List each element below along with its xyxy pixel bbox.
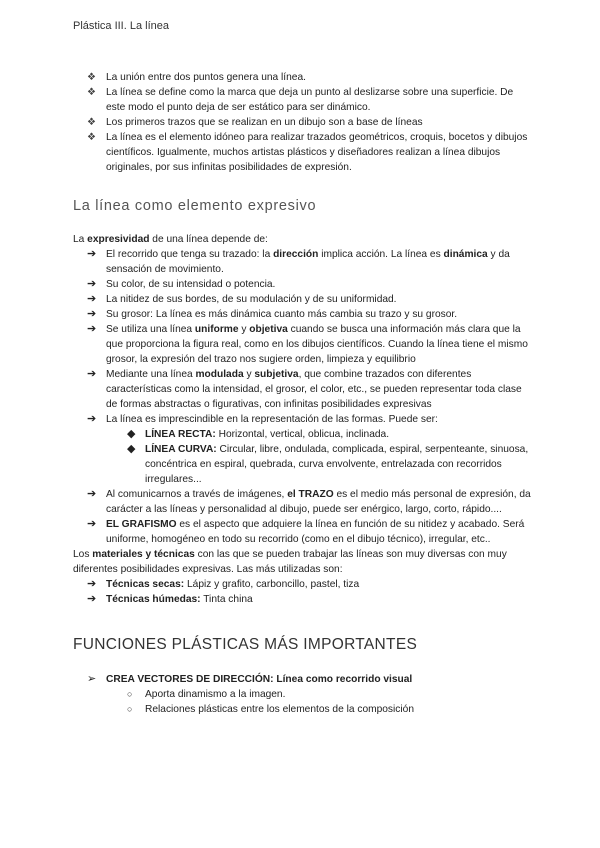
page-header-title: Plástica III. La línea — [73, 20, 169, 32]
expresividad-item: ➔ Al comunicarnos a través de imágenes, el TRAZO es el medio más personal de expresión, da carácter a las líneas y personalidad al dibujo, puede ser enérgico, largo, corto, rápido.... — [87, 488, 531, 515]
arrow-bullet-icon: ➔ — [87, 518, 97, 530]
black-diamond-bullet-icon: ◆ — [127, 443, 136, 455]
technique-item: ➔ Técnicas húmedas: Tinta china — [87, 593, 253, 605]
expresividad-item: ➔ La línea es imprescindible en la representación de las formas. Puede ser: — [87, 413, 438, 425]
arrow-bullet-icon: ➔ — [87, 578, 97, 590]
intro-bullet: ❖ La unión entre dos puntos genera una línea. — [87, 72, 306, 83]
expresividad-item: ➔ EL GRAFISMO es el aspecto que adquiere la línea en función de su nitidez y acabado. Será uniforme, homogéneo en todo su recorrido (como en el dibujo técnico), irregular, etc.. — [87, 518, 525, 545]
expresividad-lead: La expresividad de una línea depende de: — [73, 234, 268, 245]
line-type-item: ◆ LÍNEA RECTA: Horizontal, vertical, oblicua, inclinada. — [127, 428, 390, 440]
technique-item: ➔ Técnicas secas: Lápiz y grafito, carboncillo, pastel, tiza — [87, 578, 360, 590]
section-heading-funciones: FUNCIONES PLÁSTICAS MÁS IMPORTANTES — [73, 636, 418, 653]
funciones-subitem: ○ Aporta dinamismo a la imagen. — [127, 689, 286, 700]
expresividad-item: ➔ El recorrido que tenga su trazado: la dirección implica acción. La línea es dinámica y da sensación de movimiento. — [87, 248, 510, 275]
expresividad-item: ➔ Mediante una línea modulada y subjetiva, que combine trazados con diferentes características como la intensidad, el grosor, el color, etc., se pueden representar toda clase de formas abstractas o figurativas, con infinitas posibilidades expresivas — [87, 368, 522, 410]
black-diamond-bullet-icon: ◆ — [127, 428, 136, 440]
diamond-bullet-icon: ❖ — [87, 132, 96, 143]
diamond-bullet-icon: ❖ — [87, 117, 96, 128]
arrow-bullet-icon: ➔ — [87, 308, 97, 320]
circle-bullet-icon: ○ — [127, 704, 133, 714]
intro-bullet: ❖ La línea se define como la marca que deja un punto al deslizarse sobre una superficie. De este modo el punto deja de ser estático para ser dinámico. — [87, 87, 514, 113]
section-heading-expresivo: La línea como elemento expresivo — [73, 198, 317, 214]
diamond-bullet-icon: ❖ — [87, 72, 96, 83]
expresividad-item: ➔ Se utiliza una línea uniforme y objetiva cuando se busca una información más clara que la que proporciona la figura real, como en los dibujos científicos. Cuando la línea tiene el mismo grosor, la expresión del trazo nos sugiere orden, limpieza y equilibrio — [87, 323, 528, 365]
arrow-bullet-icon: ➔ — [87, 323, 97, 335]
expresividad-item: ➔ Su color, de su intensidad o potencia. — [87, 278, 276, 290]
arrow-bullet-icon: ➔ — [87, 488, 97, 500]
arrow-bullet-icon: ➔ — [87, 278, 97, 290]
intro-bullet: ❖ La línea es el elemento idóneo para realizar trazados geométricos, croquis, bocetos y dibujos científicos. Igualmente, muchos artistas plásticos y diseñadores realizan a línea dibujos originales, por sus infinitas posibilidades de expresión. — [87, 132, 528, 173]
expresividad-item: ➔ Su grosor: La línea es más dinámica cuanto más cambia su trazo y su grosor. — [87, 308, 458, 320]
arrow-bullet-icon: ➔ — [87, 593, 97, 605]
funciones-item: ➢ CREA VECTORES DE DIRECCIÓN: Línea como recorrido visual — [87, 673, 413, 685]
materiales-paragraph: Los materiales y técnicas con las que se pueden trabajar las líneas son muy diversas con muy diferentes posibilidades expresivas. Las más utilizadas son: — [73, 549, 507, 575]
arrowhead-bullet-icon: ➢ — [87, 673, 97, 685]
intro-bullet: ❖ Los primeros trazos que se realizan en un dibujo son a base de líneas — [87, 117, 423, 128]
line-type-item: ◆ LÍNEA CURVA: Circular, libre, ondulada, complicada, espiral, serpenteante, sinuosa, concéntrica en espiral, quebrada, curva envolvente, entrelazada con recorridos irregulares... — [127, 443, 529, 485]
diamond-bullet-icon: ❖ — [87, 87, 96, 98]
circle-bullet-icon: ○ — [127, 689, 133, 699]
arrow-bullet-icon: ➔ — [87, 413, 97, 425]
intro-list — [73, 70, 533, 175]
funciones-subitem: ○ Relaciones plásticas entre los elementos de la composición — [127, 704, 414, 715]
arrow-bullet-icon: ➔ — [87, 368, 97, 380]
arrow-bullet-icon: ➔ — [87, 248, 97, 260]
expresividad-item: ➔ La nitidez de sus bordes, de su modulación y de su uniformidad. — [87, 293, 397, 305]
arrow-bullet-icon: ➔ — [87, 293, 97, 305]
document-body — [73, 70, 533, 717]
